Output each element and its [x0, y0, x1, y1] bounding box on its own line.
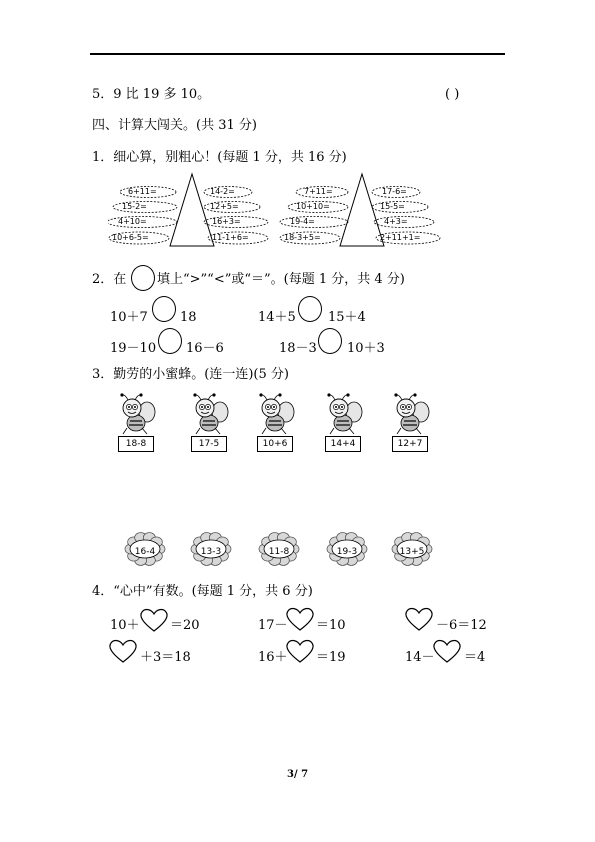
q5-text: 5．9 比 19 多 10。: [92, 87, 211, 102]
compare-circle[interactable]: [152, 296, 176, 322]
bee-icon: [187, 392, 231, 436]
part2-title: 填上“>”“<”或“＝”。(每题 1 分，共 4 分): [157, 272, 405, 287]
heart-eq-suffix: ＝20: [170, 618, 200, 633]
compare-circle[interactable]: [298, 296, 322, 322]
page-number: 3/ 7: [287, 769, 309, 780]
flower[interactable]: [188, 530, 234, 568]
heart-icon: [404, 606, 434, 632]
expr-label: 16+3=: [212, 217, 241, 226]
heart-blank[interactable]: [285, 638, 315, 668]
heart-eq-suffix: －6＝12: [436, 618, 487, 633]
compare-right: 15＋4: [328, 310, 366, 325]
expr-label: 15-2=: [122, 202, 147, 211]
heart-blank[interactable]: [139, 607, 169, 637]
flower-label: 13-3: [200, 547, 222, 557]
compare-circle[interactable]: [158, 328, 182, 354]
expr-label: 15-5=: [380, 202, 405, 211]
expr-label: 18-3+5=: [284, 233, 321, 242]
section-title: 四、计算大闯关。(共 31 分): [92, 118, 257, 133]
part2-title-prefix: 2．在: [92, 272, 127, 287]
expr-label: 14-2=: [210, 187, 235, 196]
expr-label: 4+10=: [118, 217, 147, 226]
flower[interactable]: [256, 530, 302, 568]
expr-label: 4+3=: [384, 217, 408, 226]
heart-blank[interactable]: [108, 638, 138, 668]
bee-card[interactable]: 10+6: [257, 436, 293, 452]
heart-icon: [285, 638, 315, 664]
flower[interactable]: [389, 530, 435, 568]
expr-label: 10+10=: [296, 202, 330, 211]
heart-blank[interactable]: [432, 638, 462, 668]
heart-eq-suffix: ＋3＝18: [140, 650, 191, 665]
heart-icon: [432, 638, 462, 664]
expr-label: 6+11=: [128, 187, 157, 196]
expr-label: 7+11=: [304, 187, 333, 196]
heart-icon: [108, 638, 138, 664]
heart-blank[interactable]: [404, 606, 434, 636]
expr-label: 10+6-5=: [112, 233, 149, 242]
part1-title: 1．细心算，别粗心！(每题 1 分，共 16 分): [92, 150, 347, 165]
heart-eq-prefix: 16＋: [258, 650, 288, 665]
expr-label: 11-1+6=: [212, 233, 249, 242]
q5-answer-paren[interactable]: ( ): [445, 87, 460, 102]
part3-title: 3．勤劳的小蜜蜂。(连一连)(5 分): [92, 367, 289, 382]
bee-icon: [253, 392, 297, 436]
heart-eq-prefix: 10＋: [110, 618, 140, 633]
flower-label: 11-8: [268, 547, 290, 557]
flower-label: 16-4: [134, 547, 156, 557]
bee-card[interactable]: 17-5: [191, 436, 227, 452]
compare-left: 10＋7: [110, 310, 148, 325]
expr-label: 12+5=: [210, 202, 239, 211]
heart-eq-prefix: 17－: [258, 618, 288, 633]
flower-label: 19-3: [336, 547, 358, 557]
bee-icon: [321, 392, 365, 436]
part4-title: 4．“心中”有数。(每题 1 分，共 6 分): [92, 584, 313, 599]
compare-right: 10＋3: [347, 341, 385, 356]
expr-label: 17-6=: [382, 187, 407, 196]
expr-label: 2+11+1=: [380, 233, 421, 242]
bee-card[interactable]: 12+7: [392, 436, 428, 452]
sample-circle: [131, 265, 155, 291]
flower[interactable]: [324, 530, 370, 568]
top-rule: [90, 53, 505, 55]
bee-card[interactable]: 18-8: [118, 436, 154, 452]
bee-card[interactable]: 14+4: [325, 436, 361, 452]
heart-blank[interactable]: [285, 606, 315, 636]
heart-eq-suffix: ＝4: [464, 650, 486, 665]
compare-right: 18: [180, 310, 197, 325]
heart-eq-suffix: ＝10: [316, 618, 346, 633]
calc-tree-2: [278, 172, 448, 250]
compare-right: 16－6: [186, 341, 224, 356]
calc-tree-1: [108, 172, 278, 250]
bee-icon: [388, 392, 432, 436]
compare-left: 19－10: [110, 341, 157, 356]
heart-eq-suffix: ＝19: [316, 650, 346, 665]
heart-icon: [285, 606, 315, 632]
compare-left: 18－3: [279, 341, 317, 356]
heart-eq-prefix: 14－: [405, 650, 435, 665]
bee-icon: [114, 392, 158, 436]
heart-icon: [139, 607, 169, 633]
flower[interactable]: [122, 530, 168, 568]
compare-circle[interactable]: [318, 328, 342, 354]
expr-label: 19-4=: [290, 217, 315, 226]
flower-label: 13+5: [399, 547, 425, 557]
compare-left: 14＋5: [258, 310, 296, 325]
